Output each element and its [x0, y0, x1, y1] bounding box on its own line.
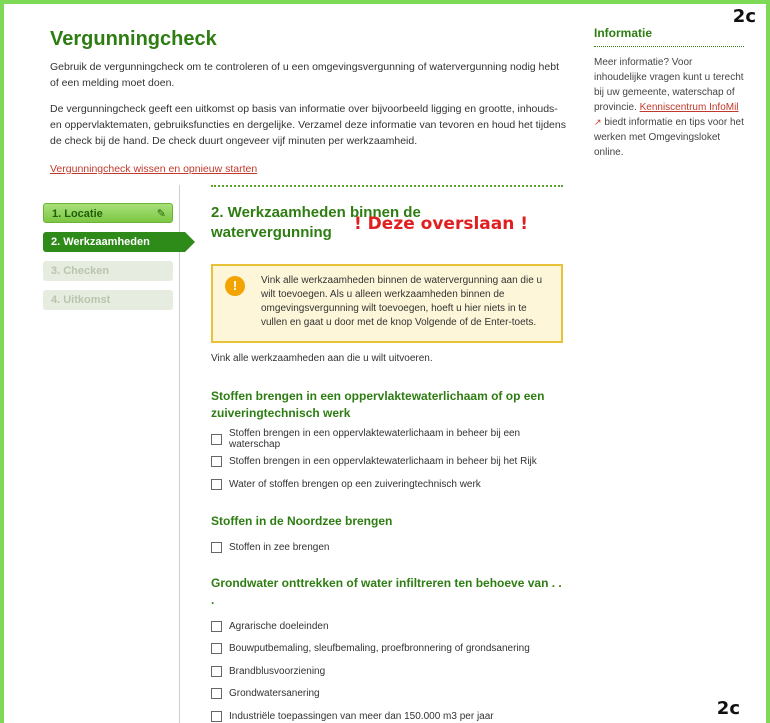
checkbox-label: Bouwputbemaling, sleufbemaling, proefbronnering of grondsanering — [229, 643, 530, 655]
group-title: Grondwater onttrekken of water infiltreren ten behoeve van . . . — [211, 576, 562, 607]
step-label: 4. Uitkomst — [51, 294, 111, 306]
info-text-after: biedt informatie en tips voor het werken met Omgevingsloket online. — [594, 117, 744, 158]
checkbox-label: Stoffen in zee brengen — [229, 541, 330, 553]
intro-section — [50, 28, 570, 177]
checkbox-row[interactable] — [211, 428, 571, 451]
group-grondwater — [211, 575, 571, 723]
instruction-text: Vink alle werkzaamheden aan die u wilt uitvoeren. — [211, 353, 433, 364]
checkbox-row[interactable] — [211, 615, 571, 638]
checkbox-row[interactable] — [211, 451, 571, 474]
checkbox-label: Stoffen brengen in een oppervlaktewaterlichaam in beheer bij een waterschap — [229, 428, 521, 451]
checkbox-label: Brandblusvoorziening — [229, 665, 326, 677]
group-noordzee — [211, 513, 571, 559]
step-navigation — [43, 203, 173, 319]
checkbox[interactable] — [211, 666, 222, 677]
info-sidebar — [594, 26, 744, 160]
checkbox[interactable] — [211, 456, 222, 467]
step-locatie[interactable] — [43, 203, 173, 223]
annotation-label-top: 2c — [732, 6, 756, 27]
checkbox[interactable] — [211, 479, 222, 490]
checkbox-row[interactable] — [211, 473, 571, 496]
skip-annotation: ! Deze overslaan ! — [354, 214, 528, 234]
warning-icon: ! — [225, 276, 245, 296]
section-divider — [211, 185, 563, 187]
steps-separator — [179, 185, 180, 723]
pencil-icon: ✎ — [156, 208, 166, 220]
checkbox[interactable] — [211, 643, 222, 654]
intro-paragraph-2: De vergunningcheck geeft een uitkomst op basis van informatie over bijvoorbeeld ligging en grootte, inhouds- en oppervlaktematen, gebruiksfuncties en dergelijke. Verzamel deze informatie van tevoren en houd het tijdens de check bij de hand. De check duurt ongeveer vijf minuten per werkzaamheid. — [50, 103, 566, 147]
checkbox[interactable] — [211, 621, 222, 632]
section-title-line-2: watervergunning — [211, 224, 332, 241]
notice-box — [211, 264, 563, 343]
step-werkzaamheden[interactable] — [43, 232, 185, 252]
step-label: 2. Werkzaamheden — [51, 236, 150, 248]
checkbox-label: Water of stoffen brengen op een zuiveringtechnisch werk — [229, 478, 481, 490]
checkbox-row[interactable] — [211, 638, 571, 661]
step-checken — [43, 261, 173, 281]
infomil-link[interactable]: Kenniscentrum InfoMil — [639, 102, 739, 113]
step-uitkomst — [43, 290, 173, 310]
checkbox[interactable] — [211, 688, 222, 699]
checkbox-label: Agrarische doeleinden — [229, 620, 329, 632]
info-text-before: Meer informatie? Voor inhoudelijke vragen kunt u terecht bij uw gemeente, waterschap of provincie. — [594, 57, 744, 113]
checkbox-label: Grondwatersanering — [229, 688, 320, 700]
checkbox[interactable] — [211, 434, 222, 445]
external-link-icon: ↗ — [594, 117, 602, 127]
checkbox-row[interactable] — [211, 536, 571, 559]
checkbox-label: Stoffen brengen in een oppervlaktewaterlichaam in beheer bij het Rijk — [229, 456, 537, 468]
group-title: Stoffen brengen in een oppervlaktewaterlichaam of op een zuiveringtechnisch werk — [211, 389, 545, 420]
checkbox-label: Industriële toepassingen van meer dan 150.000 m3 per jaar — [229, 710, 494, 722]
section-title-line-1: 2. Werkzaamheden binnen de — [211, 204, 421, 221]
checkbox[interactable] — [211, 542, 222, 553]
info-title: Informatie — [594, 26, 744, 47]
checkbox[interactable] — [211, 711, 222, 722]
checkbox-row[interactable] — [211, 660, 571, 683]
checkbox-row[interactable] — [211, 683, 571, 706]
page-title: Vergunningcheck — [50, 28, 217, 50]
group-title: Stoffen in de Noordzee brengen — [211, 514, 393, 528]
intro-paragraph-1: Gebruik de vergunningcheck om te controleren of u een omgevingsvergunning of watervergunning nodig hebt of een melding moet doen. — [50, 61, 559, 89]
checkbox-row[interactable] — [211, 705, 571, 723]
reset-check-link[interactable]: Vergunningcheck wissen en opnieuw starten — [50, 163, 258, 175]
notice-text: Vink alle werkzaamheden binnen de watervergunning aan die u wilt toevoegen. Als u alleen werkzaamheden binnen de omgevingsvergunning wilt toevoegen, hoeft u hier niets in te vullen en gaat u door met de knop Volgende of de Enter-toets. — [261, 275, 543, 328]
info-text — [594, 55, 744, 160]
step-label: 1. Locatie — [52, 208, 103, 220]
annotation-label-bottom: 2c — [716, 698, 740, 719]
step-label: 3. Checken — [51, 265, 110, 277]
group-stoffen-oppervlaktewater — [211, 388, 571, 496]
